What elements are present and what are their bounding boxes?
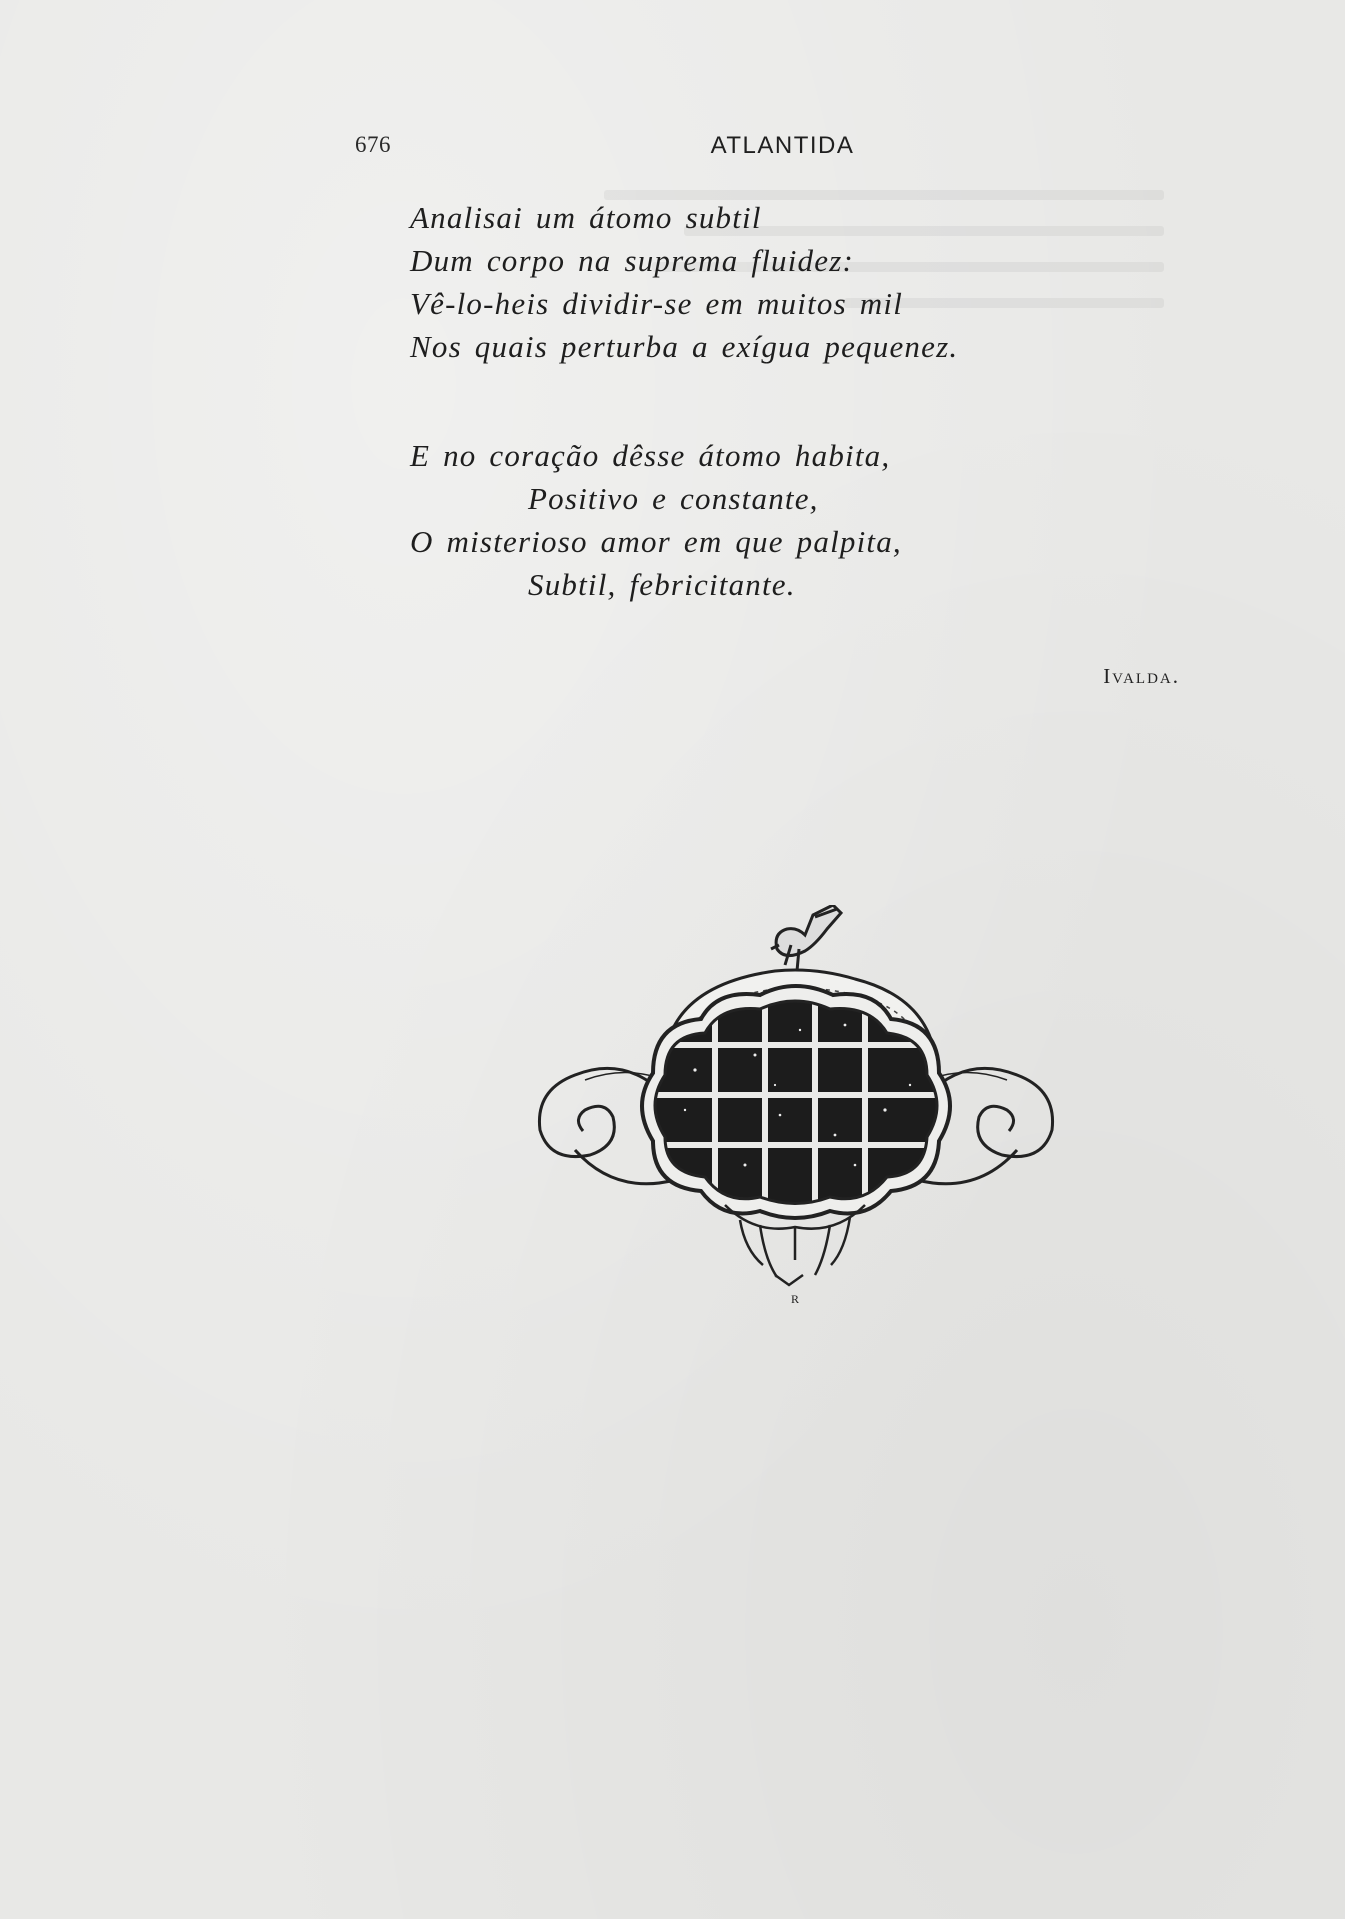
stanza-2 bbox=[410, 434, 1170, 606]
poem-line: Nos quais perturba a exígua pequenez. bbox=[410, 329, 959, 364]
journal-title: ATLANTIDA bbox=[710, 132, 855, 159]
stanza-1 bbox=[410, 196, 1170, 368]
window-with-bird-ornament-icon bbox=[515, 905, 1075, 1335]
poem-line-indented: Positivo e constante, bbox=[528, 481, 819, 516]
poem bbox=[410, 196, 1170, 606]
poem-line: Dum corpo na suprema fluidez: bbox=[410, 243, 855, 278]
poem-line: Analisai um átomo subtil bbox=[410, 200, 762, 235]
bird-icon bbox=[771, 905, 841, 971]
author-signature: Ivalda. bbox=[1103, 664, 1180, 688]
svg-text:R: R bbox=[790, 1292, 800, 1306]
poem-line-indented: Subtil, febricitante. bbox=[528, 567, 796, 602]
poem-line: E no coração dêsse átomo habita, bbox=[410, 438, 891, 473]
page-number: 676 bbox=[355, 132, 391, 157]
poem-line: O misterioso amor em que palpita, bbox=[410, 524, 902, 559]
poem-line: Vê-lo-heis dividir-se em muitos mil bbox=[410, 286, 904, 321]
running-head bbox=[355, 132, 1180, 164]
